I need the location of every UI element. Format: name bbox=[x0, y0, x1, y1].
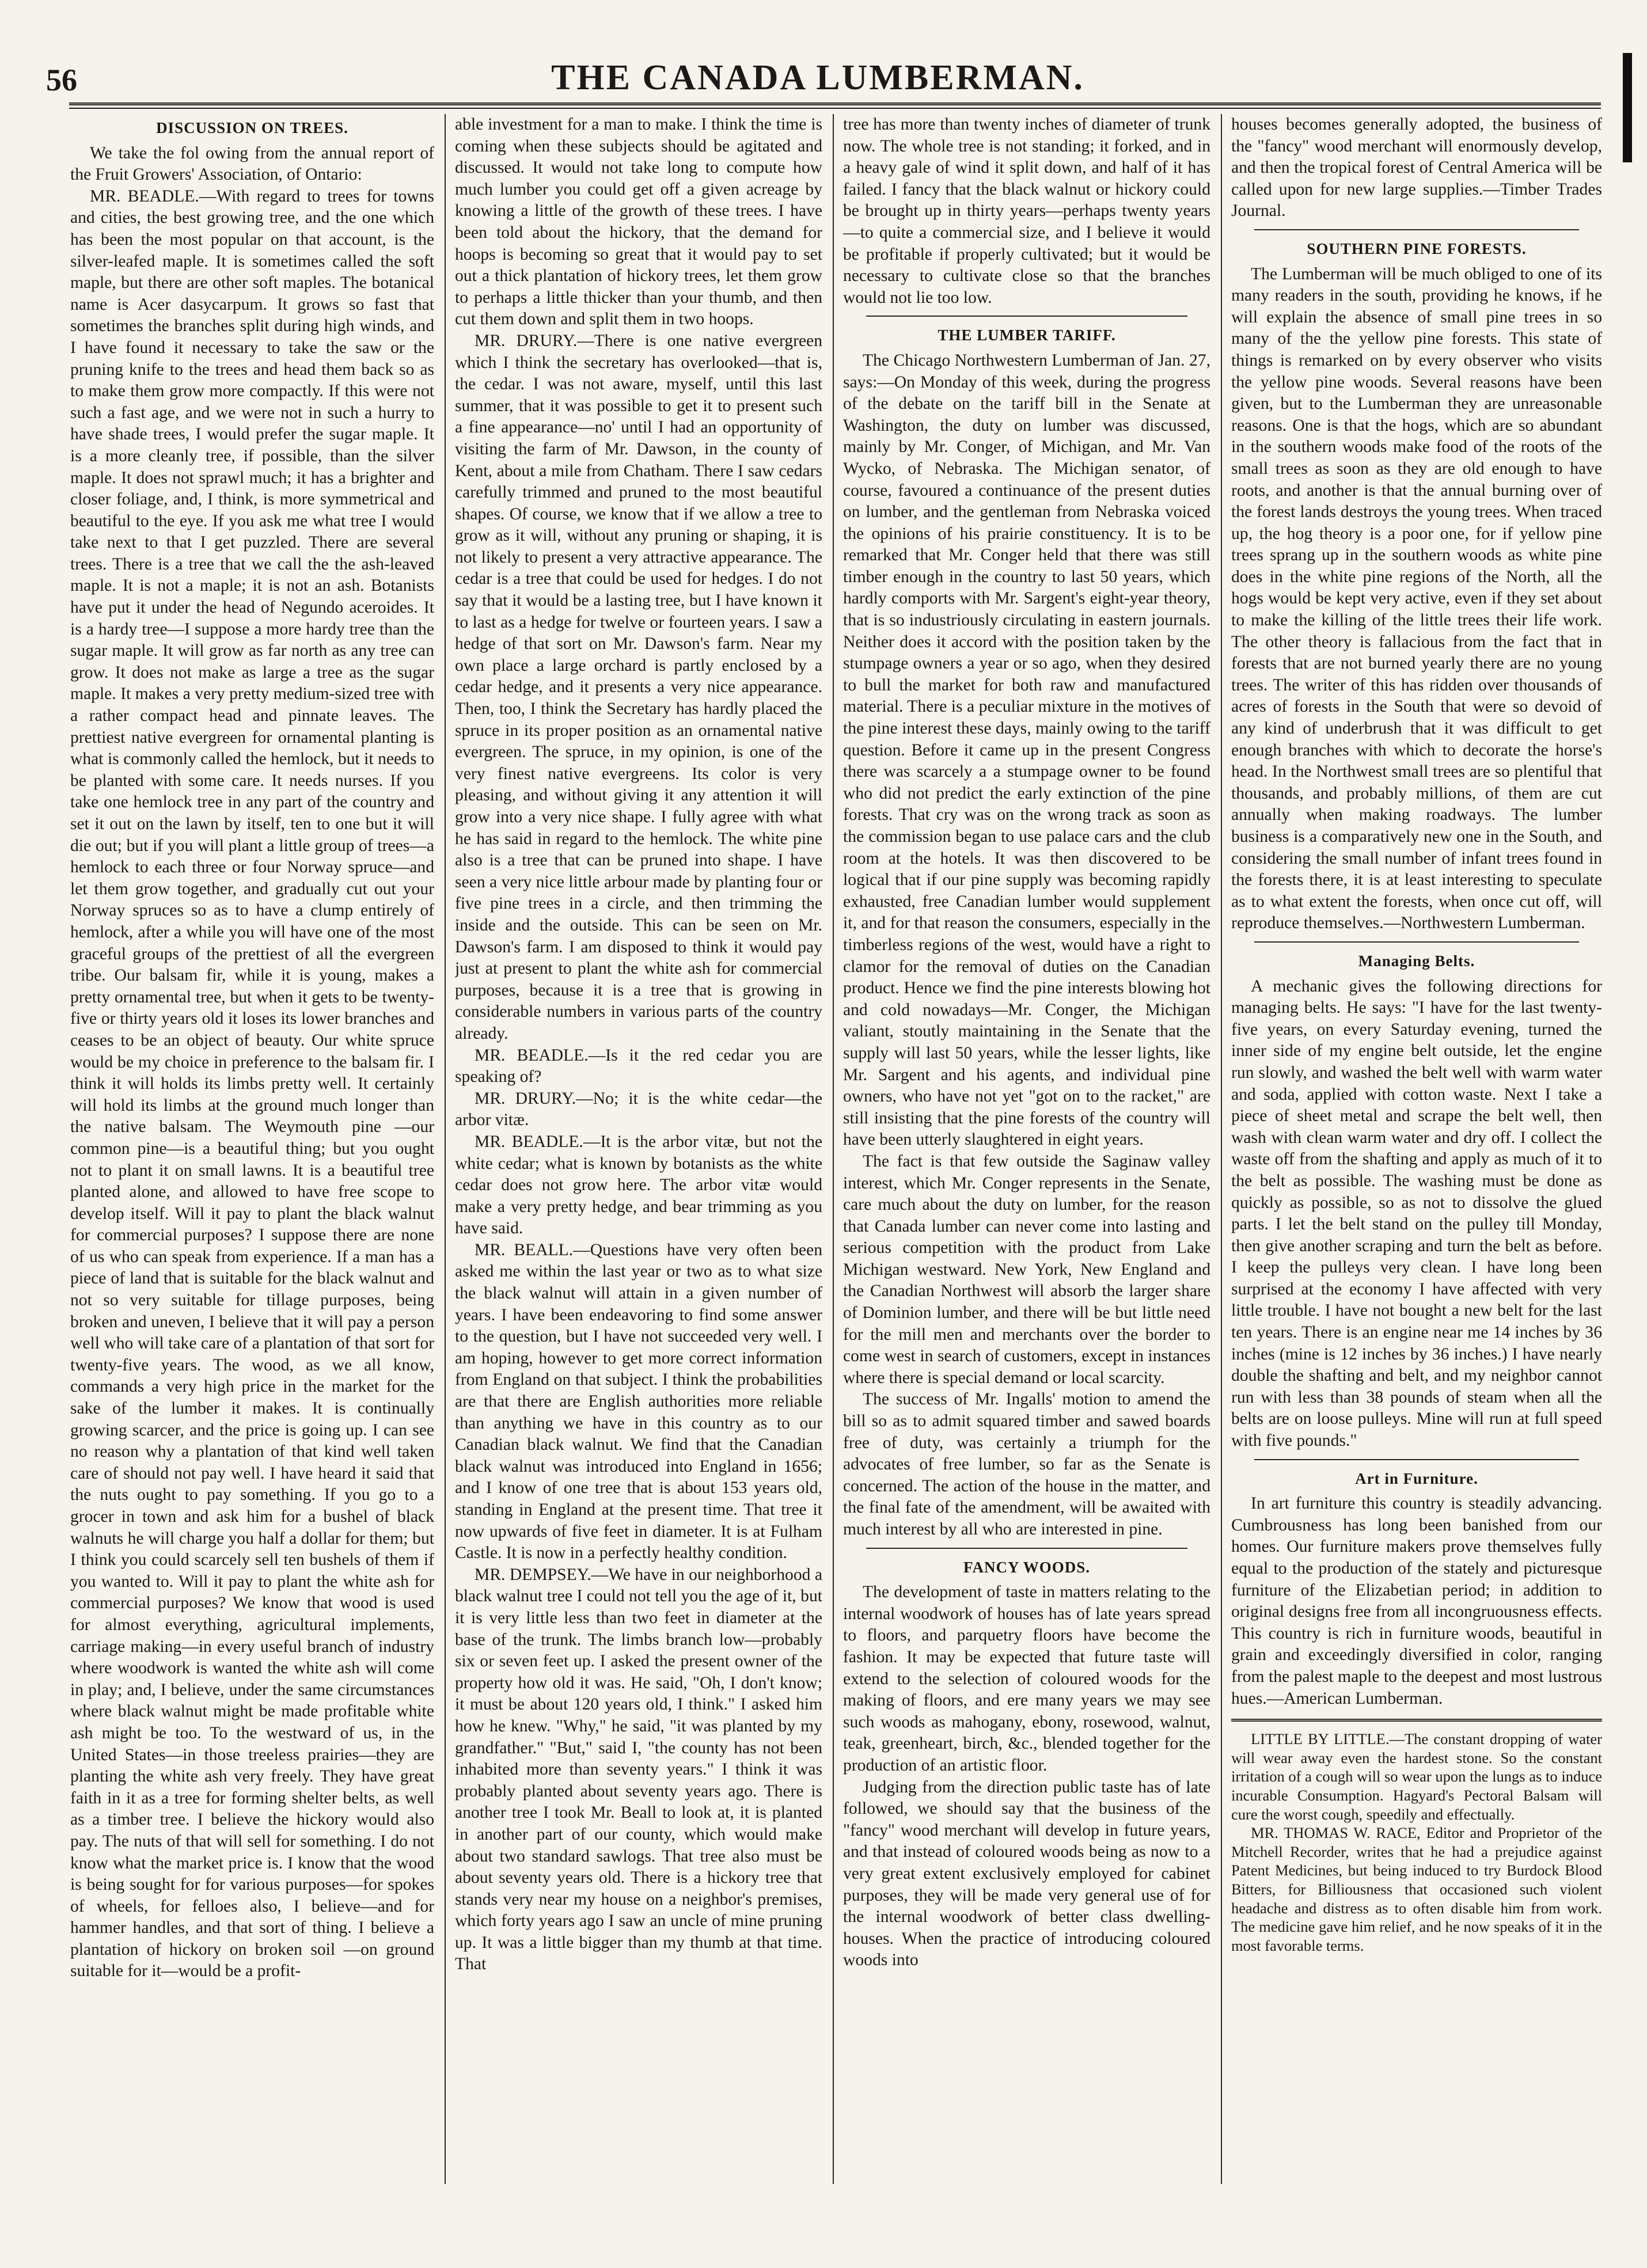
article-columns bbox=[70, 114, 1602, 2184]
column-divider bbox=[445, 114, 446, 2184]
paragraph: tree has more than twenty inches of diameter of trunk now. The whole tree is not standing; it forked, and in a heavy gale of wind it split down, and half of it has failed. I fancy that the black walnut or hickory could be brought up in thirty years—perhaps twenty years—to quite a commercial size, and I believe it would be profitable if properly cultivated; but it would be necessary to cultivate close so that the branches would not lie too low. bbox=[843, 115, 1210, 307]
edge-bar bbox=[1623, 53, 1632, 162]
section-heading: FANCY WOODS. bbox=[963, 1558, 1090, 1576]
paragraph: The success of Mr. Ingalls' motion to amend the bill so as to admit squared timber and sawed boards free of duty, was certainly a triumph for the advocates of free lumber, so far as the Senate is concerned. The action of the house in the matter, and the final fate of the amendment, will be awaited with much interest by all who are interested in pine. bbox=[843, 1390, 1210, 1538]
paragraph: MR. BEADLE.—Is it the red cedar you are speaking of? bbox=[455, 1046, 822, 1086]
section-heading: SOUTHERN PINE FORESTS. bbox=[1307, 240, 1527, 257]
paragraph: A mechanic gives the following directions for managing belts. He says: "I have for the last twenty-five years, on every Saturday evening, turned the inner side of my engine belt outside, let the engine run slowly, and washed the belt well with warm water and soda, applied with cotton waste. Next I take a piece of sheet metal and scrape the belt well, then wash with clean warm water and dry off. I collect the waste off from the shafting and apply as much of it to the belt as possible. The washing must be done as quickly as possible, so as not to dissolve the glued parts. I let the belt stand on the pulley till Monday, then give another scraping and turn the belt as before. I keep the pulleys very clean. I have long been surprised at the economy I have affected with very little trouble. I have not bought a new belt for the last ten years. There is an engine near me 14 inches by 36 inches (mine is 12 inches by 36 inches.) I have nearly double the shafting and belt, and my neighbor cannot run with less than 38 pounds of steam when all the belts are on loose pulleys. Mine will run at full speed with five pounds." bbox=[1231, 977, 1602, 1450]
paragraph: MR. DRURY.—No; it is the white cedar—the arbor vitæ. bbox=[455, 1089, 822, 1130]
header-rule bbox=[69, 102, 1601, 109]
paragraph: The Chicago Northwestern Lumberman of Jan. 27, says:—On Monday of this week, during the progress of the debate on the tariff bill in the Senate at Washington, the duty on lumber was discussed, mainly by Mr. Conger, of Michigan, and Mr. Van Wycko, of Nebraska. The Michigan senator, of course, favoured a continuance of the present duties on lumber, and the gentleman from Nebraska voiced the opinions of his prairie constituency. It is to be remarked that Mr. Conger held that there was still timber enough in the country to last 50 years, which hardly comports with Mr. Sargent's eight-year theory, that is so industriously circulating in eastern journals. Neither does it accord with the position taken by the stumpage owners a year or so ago, when they desired to bull the market for both raw and manufactured material. There is a peculiar mixture in the motives of the pine interest these days, mainly owing to the tariff question. Before it came up in the present Congress there was scarcely a a stumpage owner to be found who did not predict the early extinction of the pine forests. That cry was on the wrong track as soon as the commission began to use palace cars and the club room at the hotels. It was then discovered to be logical that if our pine supply was becoming rapidly exhausted, free Canadian lumber would supplement it, and for that reason the consumers, especially in the timberless regions of the west, would have a right to clamor for the removal of duties on the Canadian product. Hence we find the pine interests blowing hot and cold nowadays—Mr. Conger, the Michigan valiant, stoutly maintaining in the Senate that the supply will last 50 years, while the lesser lights, like Mr. Sargent and his agents, and individual pine owners, who have not yet "got on to the racket," are still insisting that the pine forests of the country will have been utterly slaughtered in eight years. bbox=[843, 351, 1210, 1149]
paragraph: MR. BEADLE.—It is the arbor vitæ, but not the white cedar; what is known by botanists as the white cedar does not grow here. The arbor vitæ would make a very pretty hedge, and bear trimming as you have said. bbox=[455, 1132, 822, 1238]
paragraph: We take the fol owing from the annual report of the Fruit Growers' Association, of Ontario: bbox=[70, 143, 434, 184]
paragraph: LITTLE BY LITTLE.—The constant dropping of water will wear away even the hardest stone. So the constant irritation of a cough will so wear upon the lungs as to induce incurable Consumption. Hagyard's Pectoral Balsam will cure the worst cough, speedily and effectually. bbox=[1231, 1730, 1602, 1823]
column-2 bbox=[455, 114, 822, 2184]
page-header bbox=[35, 55, 1601, 101]
paragraph: Judging from the direction public taste has of late followed, we should say that the business of the "fancy" wood merchant will develop in future years, and that instead of coloured woods being as now to a very great extent exclusively employed for cabinet purposes, they will be made very general use of for the internal woodwork of better class dwelling-houses. When the practice of introducing coloured woods into bbox=[843, 1777, 1210, 1970]
section-rule bbox=[866, 1548, 1187, 1549]
paragraph: The fact is that few outside the Saginaw valley interest, which Mr. Conger represents in the Senate, care much about the duty on lumber, for the reason that Canada lumber can never come into lasting and serious competition with the product from Lake Michigan westward. New York, New England and the Canadian Northwest will absorb the larger share of Dominion lumber, and there will be but little need for the mill men and merchants over the border to come west in search of customers, except in instances where there is special demand or local scarcity. bbox=[843, 1152, 1210, 1387]
paragraph: able investment for a man to make. I think the time is coming when these subjects should be agitated and discussed. It would not take long to compute how much lumber you could get off a given acreage by knowing a little of the growth of these trees. I have been told about the hickory, that the demand for hoops is becoming so great that it would pay to set out a thick plantation of hickory trees, let them grow to perhaps a little thicker than your thumb, and then cut them down and split them in two hoops. bbox=[455, 115, 822, 329]
paragraph: houses becomes generally adopted, the business of the "fancy" wood merchant will enormously develop, and then the tropical forest of Central America will be called upon for new large supplies.—Timber Trades Journal. bbox=[1231, 115, 1602, 221]
column-4 bbox=[1231, 114, 1602, 2184]
column-1 bbox=[70, 114, 434, 2184]
section-rule bbox=[1231, 1719, 1602, 1722]
section-heading: Managing Belts. bbox=[1358, 952, 1475, 970]
page-number: 56 bbox=[46, 63, 77, 97]
paragraph: The development of taste in matters relating to the internal woodwork of houses has of late years spread to floors, and parquetry floors have become the fashion. It may be expected that future taste will extend to the selection of coloured woods for the making of floors, and ere many years we may see such woods as mahogany, ebony, rosewood, walnut, teak, greenheart, birch, &c., blended together for the production of an artistic floor. bbox=[843, 1583, 1210, 1775]
section-rule bbox=[866, 316, 1187, 317]
paragraph: MR. BEADLE.—With regard to trees for towns and cities, the best growing tree, and the one which has been the most popular on that account, is the silver-leafed maple. It is sometimes called the soft maple, but there are other soft maples. The botanical name is Acer dasycarpum. It grows so fast that sometimes the branches split during high winds, and I have found it necessary to take the saw or the pruning knife to the trees and head them back so as to make them grow more compactly. If this were not such a fast age, and we were not in such a hurry to have shade trees, I would prefer the sugar maple. It is a more cleanly tree, if possible, than the silver maple. It does not sprawl much; it has a brighter and closer foliage, and, I think, is more symmetrical and beautiful to the eye. If you ask me what tree I would take next to that I get puzzled. There are several trees. There is a tree that we call the the ash-leaved maple. It is not a maple; it is not an ash. Botanists have put it under the head of Negundo aceroides. It is a hardy tree—I suppose a more hardy tree than the sugar maple. It will grow as far north as any tree can grow. It does not make as large a tree as the sugar maple. It makes a very pretty medium-sized tree with a rather compact head and pinnate leaves. The prettiest native evergreen for ornamental planting is what is commonly called the hemlock, but it needs to be planted with some care. It needs nurses. If you take one hemlock tree in any part of the country and set it out on the lawn by itself, ten to one but it will die out; but if you will plant a little group of trees—a hemlock to each three or four Norway spruce—and let them grow together, and gradually cut out your Norway spruces so as to have a clump entirely of hemlock, after a while you will have one of the most graceful groups of the prettiest of all the evergreen tribe. Our balsam fir, while it is young, makes a pretty ornamental tree, but when it gets to be twenty-five or thirty years old it loses its lower branches and ceases to be an object of beauty. Our white spruce would be my choice in preference to the balsam fir. I think it will holds its limbs pretty well. It certainly will hold its limbs at the ground much longer than the native balsam. The Weymouth pine —our common pine—is a beautiful thing; but you ought not to plant it on small lawns. It is a beautiful tree planted alone, and allowed to have free scope to develop itself. Will it pay to plant the black walnut for commercial purposes? I suppose there are none of us who can speak from experience. If a man has a piece of land that is suitable for the black walnut and not so very suitable for tillage purposes, being broken and uneven, I believe that it will pay a person well who will take care of a plantation of that sort for twenty-five years. The wood, as we all know, commands a very high price in the market for the sake of the lumber it makes. It is continually growing scarcer, and the price is going up. I can see no reason why a plantation of that kind well taken care of should not pay well. I have heard it said that the nuts ought to pay something. If you go to a grocer in town and ask him for a bushel of black walnuts he will charge you half a dollar for them; but I think you could scarcely sell ten bushels of them if you wanted to. Will it pay to plant the white ash for commercial purposes? We know that wood is used for almost everything, agricultural implements, carriage making—in every useful branch of industry where woodwork is wanted the white ash will come in play; and, I believe, under the same circumstances where black walnut might be made profitable white ash might be too. To the westward of us, in the United States—in those treeless prairies—they are planting the white ash very freely. They have great faith in it as a tree for forming shelter belts, as well as a timber tree. I believe the hickory would also pay. The nuts of that will sell for something. I do not know what the market price is. I know that the wood is being sought for for various purposes—for spokes of wheels, for felloes also, I believe—and for hammer handles, and that sort of thing. I believe a plantation of hickory on broken soil —on ground suitable for it—would be a profit- bbox=[70, 187, 434, 1981]
section-rule bbox=[1254, 1459, 1579, 1460]
section-heading: DISCUSSION ON TREES. bbox=[156, 119, 348, 136]
column-3 bbox=[843, 114, 1210, 2184]
paragraph: In art furniture this country is steadily advancing. Cumbrousness has long been banished from our homes. Our furniture makers prove themselves fully equal to the production of the stately and picturesque furniture of the Elizabetian period; in addition to original designs free from all incongruousness effects. This country is rich in furniture woods, beautiful in grain and exceedingly diversified in color, ranging from the palest maple to the deepest and most lustrous hues.—American Lumberman. bbox=[1231, 1494, 1602, 1708]
section-rule bbox=[1254, 229, 1579, 230]
paragraph: MR. THOMAS W. RACE, Editor and Proprietor of the Mitchell Recorder, writes that he had a prejudice against Patent Medicines, but being induced to try Burdock Blood Bitters, for Billiousness that occasioned such violent headache and distress as to often disable him from work. The medicine gave him relief, and he now speaks of it in the most favorable terms. bbox=[1231, 1824, 1602, 1954]
column-divider bbox=[833, 114, 834, 2184]
section-rule bbox=[1254, 941, 1579, 943]
section-heading: THE LUMBER TARIFF. bbox=[938, 326, 1116, 344]
column-divider bbox=[1221, 114, 1222, 2184]
section-heading: Art in Furniture. bbox=[1355, 1469, 1478, 1487]
paragraph: MR. DEMPSEY.—We have in our neighborhood a black walnut tree I could not tell you the age of it, but it is very little less than two feet in diameter at the base of the trunk. The limbs branch low—probably six or seven feet up. I asked the present owner of the property how old it was. He said, "Oh, I don't know; it must be about 120 years old, I think." I asked him how he knew. "Why," he said, "it was planted by my grandfather." "But," said I, "the county has not been inhabited more than seventy years." I think it was probably planted about seventy years ago. There is another tree I took Mr. Beall to look at, it is planted in another part of our county, which would make about two standard sawlogs. That tree also must be about seventy years old. There is a hickory tree that stands very near my house on a neighbor's premises, which forty years ago I saw an uncle of mine pruning up. It was a little bigger than my thumb at that time. That bbox=[455, 1565, 822, 1974]
masthead-title: THE CANADA LUMBERMAN. bbox=[551, 58, 1084, 97]
paragraph: MR. DRURY.—There is one native evergreen which I think the secretary has overlooked—that is, the cedar. I was not aware, myself, until this last summer, that it was possible to get it to present such a fine appearance—no' until I had an opportunity of visiting the farm of Mr. Dawson, in the county of Kent, about a mile from Chatham. There I saw cedars carefully trimmed and pruned to the most beautiful shapes. Of course, we know that if we allow a tree to grow as it will, without any pruning or shaping, it is not likely to present a very attractive appearance. The cedar is a tree that could be used for hedges. I do not say that it would be a lasting tree, but I have known it to last as a hedge for twelve or fourteen years. I saw a hedge of that sort on Mr. Dawson's farm. Near my own place a large orchard is partly enclosed by a cedar hedge, and it presents a very nice appearance. Then, too, I think the Secretary has hardly placed the spruce in its proper position as an ornamental native evergreen. The spruce, in my opinion, is one of the very finest native evergreens. Its color is very pleasing, and without giving it any attention it will grow into a very nice shape. I fully agree with what he has said in regard to the hemlock. The white pine also is a tree that can be pruned into shape. I have seen a very nice little arbour made by planting four or five pine trees in a circle, and then trimming the inside and the outside. This can be seen on Mr. Dawson's farm. I am disposed to think it would pay just at present to plant the white ash for commercial purposes, because it is a tree that is growing in considerable numbers in various parts of the country already. bbox=[455, 331, 822, 1043]
paragraph: The Lumberman will be much obliged to one of its many readers in the south, providing he knows, if he will explain the absence of small pine trees in so many of the the yellow pine forests. This state of things is remarked on by every observer who visits the yellow pine woods. Several reasons have been given, but to the Lumberman they are unreasonable reasons. One is that the hogs, which are so abundant in the southern woods make food of the roots of the small trees as soon as they are old enough to have roots, and another is that the annual burning over of the forest lands destroys the young trees. When traced up, the hog theory is a poor one, for if yellow pine trees sprang up in the southern woods as white pine does in the white pine regions of the North, all the hogs would be kept very active, even if they set about to make the killing of the little trees their life work. The other theory is fallacious from the fact that in forests that are not burned yearly there are no young trees. The writer of this has ridden over thousands of acres of forests in the South that were so devoid of any kind of underbrush that it was difficult to get enough branches with which to decorate the horse's head. In the Northwest small trees are so plentiful that thousands, and probably millions, of them are cut annually when making roadways. The lumber business is a comparatively new one in the South, and considering the small number of infant trees found in the forests there, it is at least interesting to speculate as to what extent the forests, when once cut off, will reproduce themselves.—Northwestern Lumberman. bbox=[1231, 264, 1602, 933]
paragraph: MR. BEALL.—Questions have very often been asked me within the last year or two as to what size the black walnut will attain in a given number of years. I have been endeavoring to find some answer to the question, but I have not succeeded very well. I am hoping, however to get more correct information from England on that subject. I think the probabilities are that there are English authorities more reliable than anything we have in this country as to our Canadian black walnut. We find that the Canadian black walnut was introduced into England in 1656; and I know of one tree that is about 153 years old, standing in England at the present time. That tree it now upwards of five feet in diameter. It is at Fulham Castle. It is now in a perfectly healthy condition. bbox=[455, 1240, 822, 1563]
